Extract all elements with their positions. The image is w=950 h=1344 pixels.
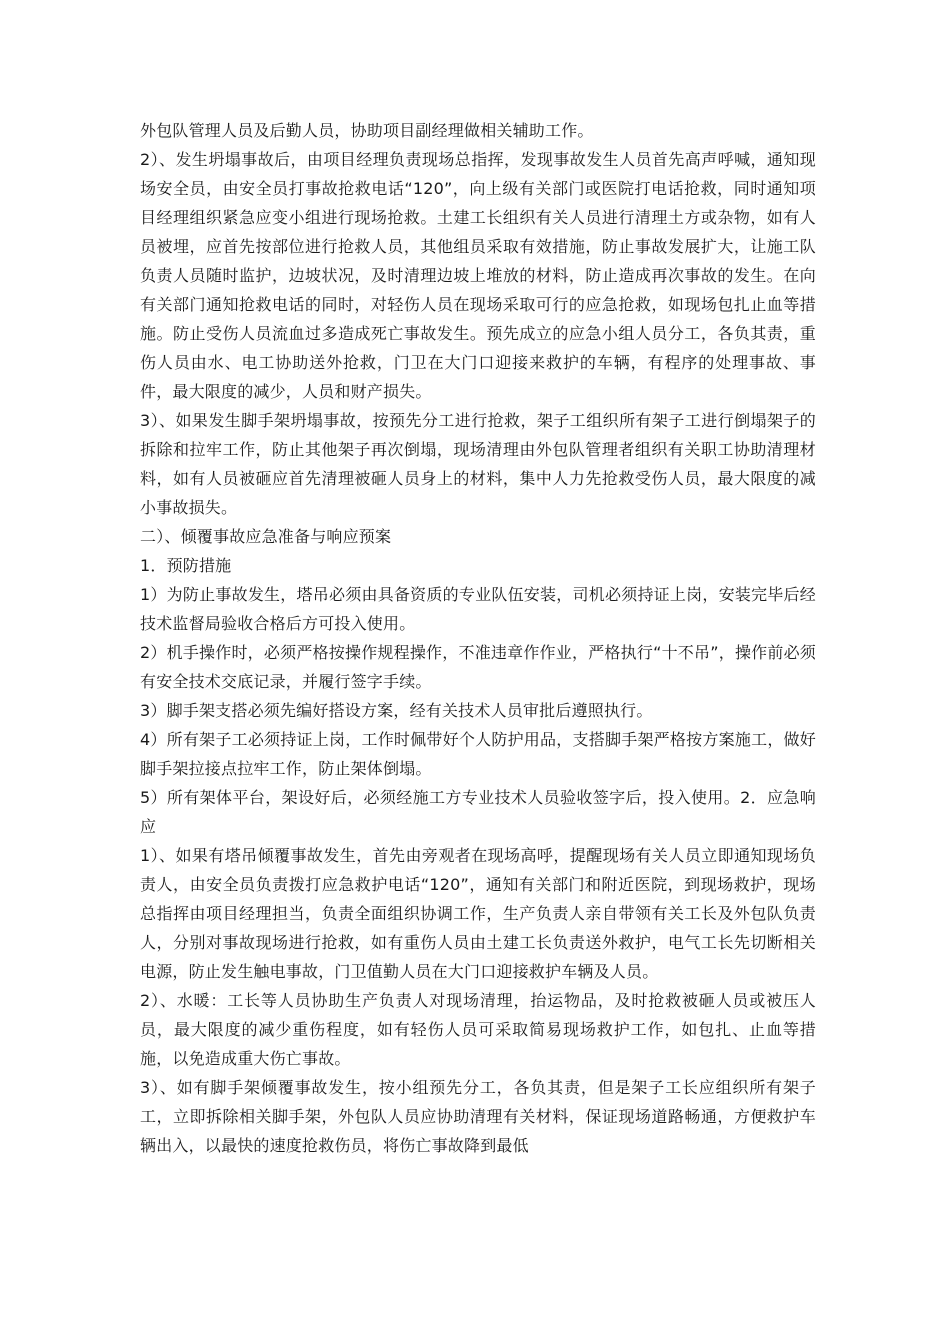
section-heading-overturn: 二）、倾覆事故应急准备与响应预案 [140, 527, 392, 546]
paragraph-prevention-2: 2）机手操作时，必须严格按操作规程操作，不准违章作作业，严格执行“十不吊”，操作前必须有安全技术交底记录，并履行签字手续。 [140, 643, 816, 691]
paragraph-emergency-2: 2）、水暖：工长等人员协助生产负责人对现场清理，抬运物品，及时抢救被砸人员或被压人员，最大限度的减少重伤程度，如有轻伤人员可采取简易现场救护工作，如包扎、止血等措施，以免造成重大伤亡事故。 [140, 991, 816, 1068]
paragraph-continuation: 外包队管理人员及后勤人员，协助项目副经理做相关辅助工作。 [140, 121, 594, 140]
paragraph-collapse-response-3: 3）、如果发生脚手架坍塌事故，按预先分工进行抢救，架子工组织所有架子工进行倒塌架子的拆除和拉牢工作，防止其他架子再次倒塌，现场清理由外包队管理者组织有关职工协助清理材料，如有人员被砸应首先清理被砸人员身上的材料，集中人力先抢救受伤人员，最大限度的减小事故损失。 [140, 411, 816, 517]
paragraph-prevention-3: 3）脚手架支搭必须先编好搭设方案，经有关技术人员审批后遵照执行。 [140, 701, 653, 720]
paragraph-emergency-1: 1）、如果有塔吊倾覆事故发生，首先由旁观者在现场高呼，提醒现场有关人员立即通知现场负责人，由安全员负责拨打应急救护电话“120”，通知有关部门和附近医院，到现场救护，现场总指挥由项目经理担当，负责全面组织协调工作，生产负责人亲自带领有关工长及外包队负责人，分别对事故现场进行抢救，如有重伤人员由土建工长负责送外救护，电气工长先切断相关电源，防止发生触电事故，门卫值勤人员在大门口迎接救护车辆及人员。 [140, 846, 816, 981]
paragraph-collapse-response-2: 2）、发生坍塌事故后，由项目经理负责现场总指挥，发现事故发生人员首先高声呼喊，通知现场安全员，由安全员打事故抢救电话“120”，向上级有关部门或医院打电话抢救，同时通知项目经理组织紧急应变小组进行现场抢救。土建工长组织有关人员进行清理土方或杂物，如有人员被埋，应首先按部位进行抢救人员，其他组员采取有效措施，防止事故发展扩大，让施工队负责人员随时监护，边坡状况，及时清理边坡上堆放的材料，防止造成再次事故的发生。在向有关部门通知抢救电话的同时，对轻伤人员在现场采取可行的应急抢救，如现场包扎止血等措施。防止受伤人员流血过多造成死亡事故发生。预先成立的应急小组人员分工，各负其责，重伤人员由水、电工协助送外抢救，门卫在大门口迎接来救护的车辆，有程序的处理事故、事件，最大限度的减少，人员和财产损失。 [140, 150, 816, 401]
subheading-prevention: 1．预防措施 [140, 556, 232, 575]
paragraph-prevention-4: 4）所有架子工必须持证上岗，工作时佩带好个人防护用品，支搭脚手架严格按方案施工，做好脚手架拉接点拉牢工作，防止架体倒塌。 [140, 730, 816, 778]
paragraph-prevention-1: 1）为防止事故发生，塔吊必须由具备资质的专业队伍安装，司机必须持证上岗，安装完毕后经技术监督局验收合格后方可投入使用。 [140, 585, 816, 633]
paragraph-emergency-3: 3）、如有脚手架倾覆事故发生，按小组预先分工，各负其责，但是架子工长应组织所有架子工，立即拆除相关脚手架，外包队人员应协助清理有关材料，保证现场道路畅通，方便救护车辆出入，以最快的速度抢救伤员，将伤亡事故降到最低 [140, 1078, 816, 1155]
document-body [140, 116, 816, 1160]
paragraph-prevention-5: 5）所有架体平台，架设好后，必须经施工方专业技术人员验收签字后，投入使用。2．应急响应 [140, 788, 816, 836]
